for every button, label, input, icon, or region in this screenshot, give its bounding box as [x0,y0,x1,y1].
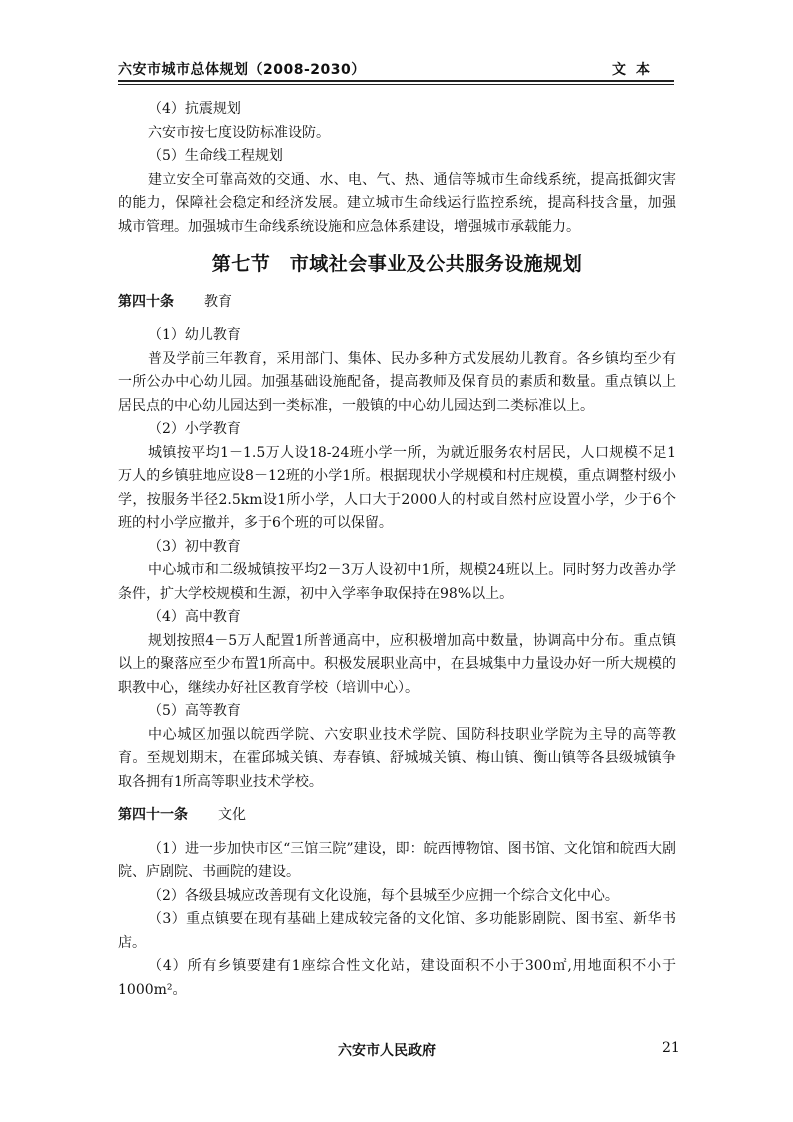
subheading: （5）生命线工程规划 [148,148,283,164]
header-rule-thin [118,84,674,85]
header-title: 六安市城市总体规划（2008-2030） [118,62,366,78]
article-heading [118,804,676,828]
article-number: 第四十一条 [118,807,188,823]
footer-issuer: 六安市人民政府 [338,1043,436,1059]
paragraph: 建立安全可靠高效的交通、水、电、气、热、通信等城市生命线系统，提高抵御灾害的能力，保障社会稳定和经济发展。建立城市生命线运行监控系统，提高科技含量，加强城市管理。加强城市生命线系统设施和应急体系建设，增强城市承载能力。 [118,171,676,235]
subheading: （3）初中教育 [148,538,241,555]
paragraph: 中心城区加强以皖西学院、六安职业技术学院、国防科技职业学院为主导的高等教育。至规划期末，在霍邱城关镇、寿春镇、舒城城关镇、梅山镇、衡山镇等各县级城镇争取各拥有1所高等职业技术学校。 [118,726,676,790]
paragraph: 中心城市和二级城镇按平均2－3万人设初中1所，规模24班以上。同时努力改善办学条件，扩大学校规模和生源，初中入学率争取保持在98%以上。 [118,562,676,602]
paragraph: 六安市按七度设防标准设防。 [148,124,330,141]
subheading: （2）小学教育 [148,421,241,437]
article-heading [118,291,676,315]
paragraph: （3）重点镇要在现有基础上建成较完备的文化馆、多功能影剧院、图书室、新华书店。 [118,911,676,951]
article-subject: 教育 [204,293,232,310]
paragraph: 普及学前三年教育，采用部门、集体、民办多种方式发展幼儿教育。各乡镇均至少有一所公办中心幼儿园。加强基础设施配备，提高教师及保育员的素质和数量。重点镇以上居民点的中心幼儿园达到一类标准，一般镇的中心幼儿园达到二类标准以上。 [118,350,676,414]
subheading: （4）抗震规划 [148,101,241,117]
article-subject: 文化 [218,807,246,823]
page-number: 21 [662,1040,680,1056]
paragraph: 规划按照4－5万人配置1所普通高中，应积极增加高中数量，协调高中分布。重点镇以上的聚落应至少布置1所高中。积极发展职业高中，在县城集中力量设办好一所大规模的职教中心，继续办好社区教育学校（培训中心）。 [118,632,676,696]
paragraph: （2）各级县城应改善现有文化设施，每个县城至少应拥一个综合文化中心。 [148,887,619,904]
article-number: 第四十条 [118,293,174,310]
section-title: 第七节 市域社会事业及公共服务设施规划 [211,253,583,275]
paragraph: （1）进一步加快市区“三馆三院”建设，即：皖西博物馆、图书馆、文化馆和皖西大剧院、庐剧院、书画院的建设。 [118,840,676,880]
header-right-label: 文本 [612,62,660,78]
subheading: （4）高中教育 [148,609,241,625]
paragraph: 城镇按平均1－1.5万人设18-24班小学一所，为就近服务农村居民，人口规模不足1万人的乡镇驻地应设8－12班的小学1所。根据现状小学规模和村庄规模，重点调整村级小学，按服务半径2.5km设1所小学，人口大于2000人的村或自然村应设置小学，少于6个班的村小学应撤并，多于6个班的可以保留。 [118,444,676,531]
running-header [118,57,674,81]
subheading: （5）高等教育 [148,703,241,719]
document-body [118,98,676,1002]
header-rule-thick [118,80,674,82]
running-footer [0,1040,793,1064]
paragraph: （4）所有乡镇要建有1座综合性文化站，建设面积不小于300㎡,用地面积不小于1000m²。 [118,958,676,998]
subheading: （1）幼儿教育 [148,327,241,343]
